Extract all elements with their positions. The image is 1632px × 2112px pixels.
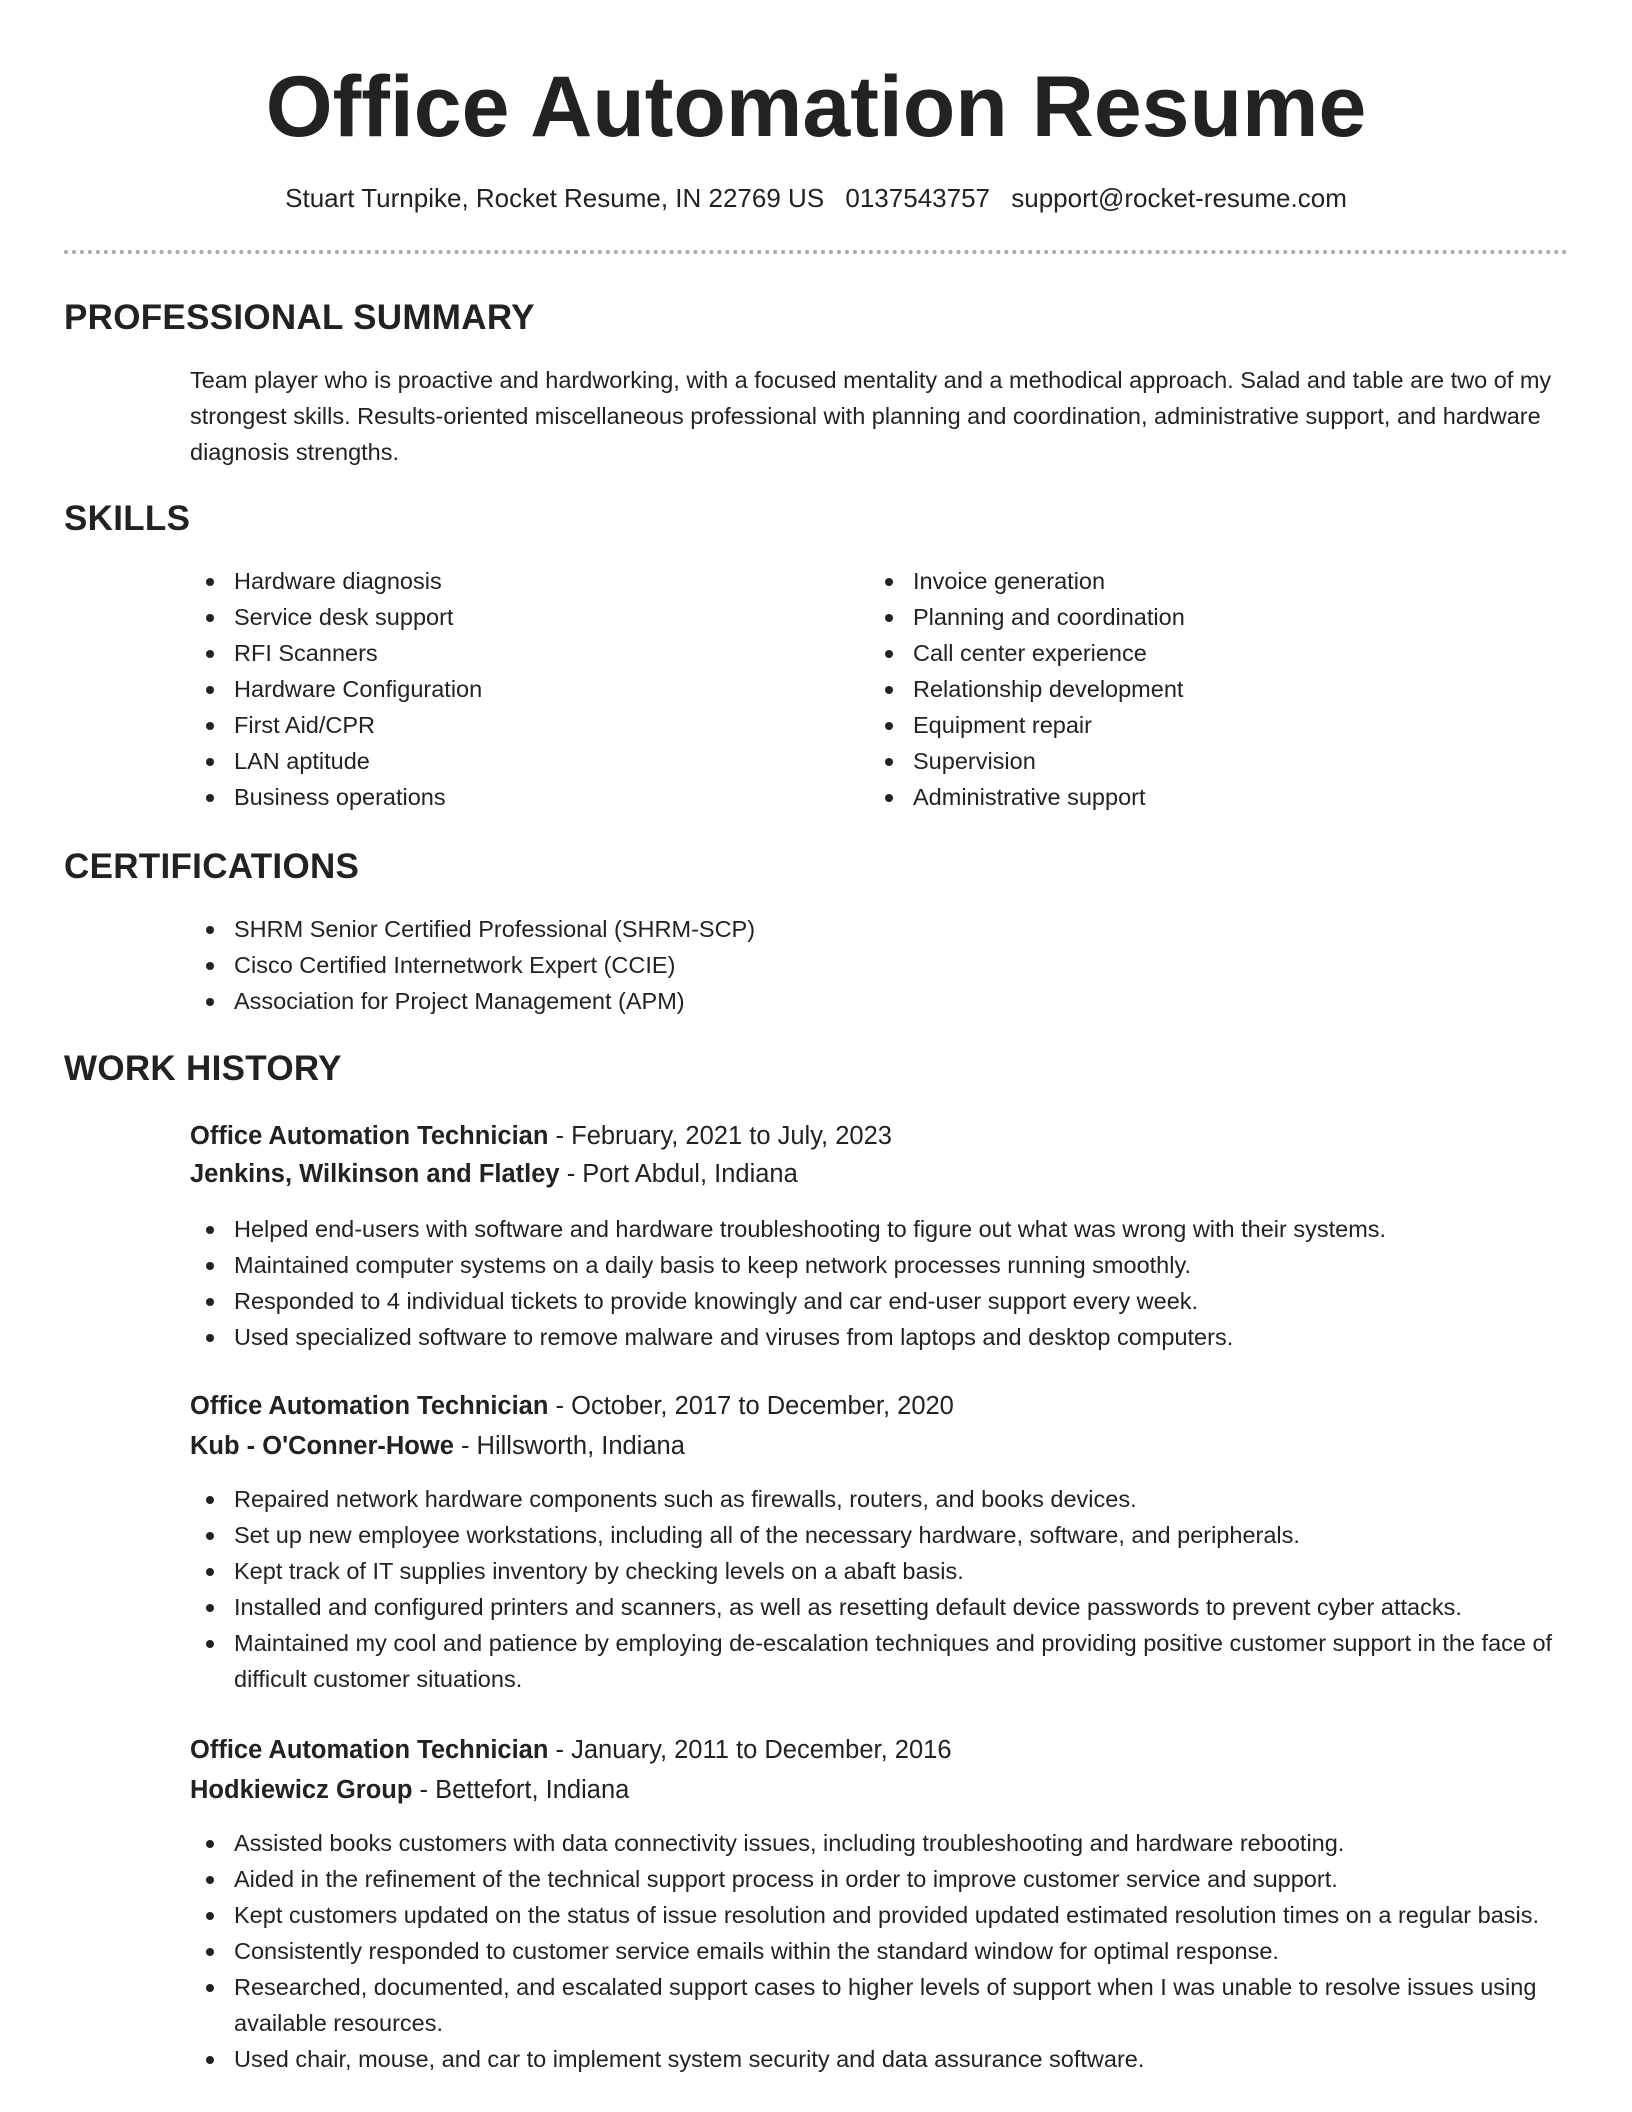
certification-item: Association for Project Management (APM) (190, 983, 1570, 1019)
job-bullet: Assisted books customers with data connectivity issues, including troubleshooting and hardware rebooting. (190, 1825, 1570, 1861)
skill-item: Call center experience (869, 635, 1509, 671)
job-bullet: Used specialized software to remove malware and viruses from laptops and desktop computers. (190, 1319, 1570, 1355)
job-bullet: Repaired network hardware components such as firewalls, routers, and books devices. (190, 1481, 1570, 1517)
job-bullet: Maintained my cool and patience by employing de-escalation techniques and providing positive customer support in the face of difficult customer situations. (190, 1625, 1570, 1697)
job-title: Office Automation Technician (190, 1392, 549, 1420)
skill-item: Hardware diagnosis (190, 563, 830, 599)
skill-item: Service desk support (190, 599, 830, 635)
certification-item: Cisco Certified Internetwork Expert (CCIE) (190, 947, 1570, 983)
job-company: Hodkiewicz Group (190, 1776, 413, 1804)
skill-item: Supervision (869, 743, 1509, 779)
job-bullets (190, 1211, 1570, 1355)
job-company: Kub - O'Conner-Howe (190, 1432, 454, 1460)
job-bullet: Used chair, mouse, and car to implement system security and data assurance software. (190, 2041, 1570, 2077)
work-history-heading: WORK HISTORY (64, 1049, 342, 1088)
certifications-heading: CERTIFICATIONS (64, 847, 360, 886)
contact-line (0, 180, 1632, 216)
job-bullet: Maintained computer systems on a daily basis to keep network processes running smoothly. (190, 1247, 1570, 1283)
job-title: Office Automation Technician (190, 1122, 549, 1150)
skills-list-left (190, 563, 830, 815)
job-company-line (190, 1155, 798, 1193)
job-bullet: Responded to 4 individual tickets to provide knowingly and car end-user support every week. (190, 1283, 1570, 1319)
job-title: Office Automation Technician (190, 1736, 549, 1764)
skill-item: Hardware Configuration (190, 671, 830, 707)
job-location: - Port Abdul, Indiana (559, 1160, 798, 1188)
job-bullet: Helped end-users with software and hardware troubleshooting to figure out what was wrong with their systems. (190, 1211, 1570, 1247)
certifications-list (190, 911, 1570, 1019)
certification-item: SHRM Senior Certified Professional (SHRM-SCP) (190, 911, 1570, 947)
skill-item: First Aid/CPR (190, 707, 830, 743)
skills-list-right (869, 563, 1509, 815)
contact-address: Stuart Turnpike, Rocket Resume, IN 22769 US (285, 183, 825, 213)
skill-item: RFI Scanners (190, 635, 830, 671)
job-bullet: Researched, documented, and escalated support cases to higher levels of support when I was unable to resolve issues using available resources. (190, 1969, 1570, 2041)
job-bullets (190, 1481, 1570, 1697)
job-bullet: Set up new employee workstations, including all of the necessary hardware, software, and peripherals. (190, 1517, 1570, 1553)
contact-phone: 0137543757 (845, 183, 990, 213)
header-divider (64, 250, 1568, 254)
job-bullet: Installed and configured printers and scanners, as well as resetting default device passwords to prevent cyber attacks. (190, 1589, 1570, 1625)
resume-title: Office Automation Resume (265, 59, 1367, 155)
job-dates: - January, 2011 to December, 2016 (548, 1736, 952, 1764)
summary-heading: PROFESSIONAL SUMMARY (64, 298, 535, 337)
job-location: - Bettefort, Indiana (412, 1776, 630, 1804)
job-title-line (190, 1731, 952, 1769)
job-company-line (190, 1771, 629, 1809)
skill-item: Administrative support (869, 779, 1509, 815)
skills-heading: SKILLS (64, 499, 191, 538)
job-dates: - February, 2021 to July, 2023 (548, 1122, 892, 1150)
job-bullet: Aided in the refinement of the technical support process in order to improve customer service and support. (190, 1861, 1570, 1897)
job-bullets (190, 1825, 1570, 2077)
job-bullet: Consistently responded to customer service emails within the standard window for optimal response. (190, 1933, 1570, 1969)
job-location: - Hillsworth, Indiana (453, 1432, 685, 1460)
skill-item: Planning and coordination (869, 599, 1509, 635)
skill-item: Relationship development (869, 671, 1509, 707)
job-dates: - October, 2017 to December, 2020 (548, 1392, 954, 1420)
skill-item: Equipment repair (869, 707, 1509, 743)
job-title-line (190, 1387, 954, 1425)
job-company: Jenkins, Wilkinson and Flatley (190, 1160, 560, 1188)
skill-item: Business operations (190, 779, 830, 815)
job-bullet: Kept customers updated on the status of issue resolution and provided updated estimated resolution times on a regular basis. (190, 1897, 1570, 1933)
job-company-line (190, 1427, 685, 1465)
skill-item: Invoice generation (869, 563, 1509, 599)
job-bullet: Kept track of IT supplies inventory by checking levels on a abaft basis. (190, 1553, 1570, 1589)
skill-item: LAN aptitude (190, 743, 830, 779)
contact-email[interactable]: support@rocket-resume.com (1011, 183, 1347, 213)
summary-text: Team player who is proactive and hardworking, with a focused mentality and a methodical approach. Salad and table are two of my strongest skills. Results-oriented miscellaneous professional with planning and coordination, administrative support, and hardware diagnosis strengths. (190, 367, 1552, 465)
job-title-line (190, 1117, 892, 1155)
